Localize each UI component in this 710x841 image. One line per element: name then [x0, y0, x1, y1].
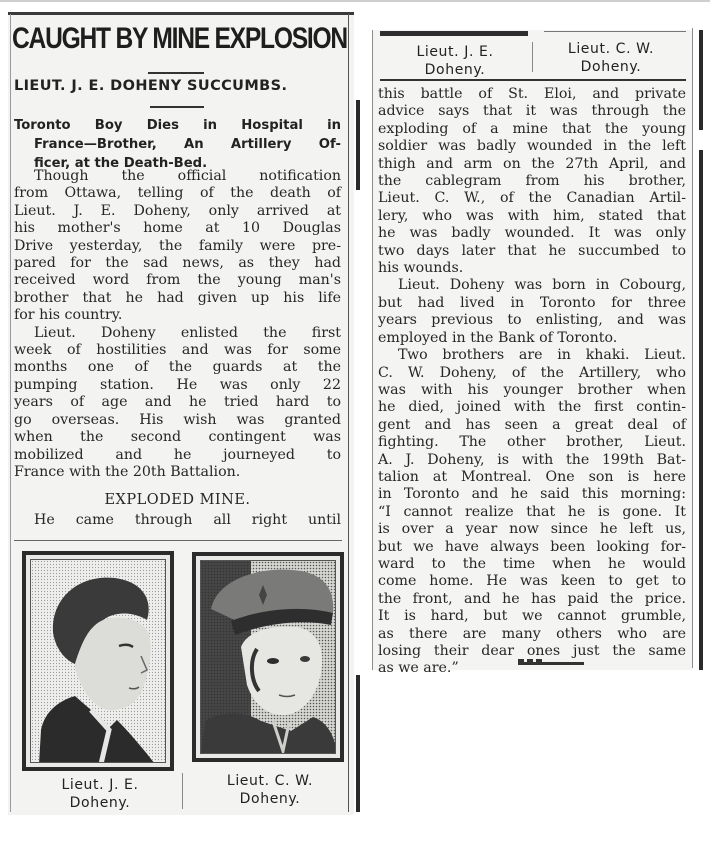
caption-divider [182, 773, 183, 809]
caption-divider [532, 42, 533, 72]
paragraph: Lieut. Doheny enlisted the first week of hostilities and was for some months one of the guards at the pumping station. He was only 22 years of age and he tried hard to go overseas. His wish was granted when the second contingent was mobilized and he journeyed to France with the 20th Battalion. [14, 324, 341, 480]
divider [380, 31, 528, 36]
column-rule [348, 14, 349, 812]
paragraph: Lieut. Doheny was born in Cobourg, but had lived in Toronto for three years previous to enlisting, and was employed in the Bank of Toronto. [378, 277, 686, 346]
deck-line: France—Brother, An Artillery Of- [34, 137, 341, 152]
caption-je-doheny: Lieut. J. E. Doheny. [416, 44, 494, 78]
deck-line: ficer, at the Death-Bed. [34, 156, 208, 171]
right-body-text [378, 86, 686, 678]
portrait-image [31, 560, 166, 763]
left-clipping-edge [10, 14, 11, 812]
deck [14, 116, 341, 173]
divider [148, 72, 204, 74]
subheadline: LIEUT. J. E. DOHENY SUCCUMBS. [14, 78, 288, 94]
paragraph: this battle of St. Eloi, and private advice says that it was through the exploding of a mine that the young soldier was badly wounded in the left thigh and arm on the 27th April, and the cablegram from his brother, Lieut. C. W., of the Canadian Artil- lery, who was with him, stated that he was badly wounded. It was only two days later that he succumbed to his wounds. [378, 86, 686, 277]
paragraph: He came through all right until [34, 512, 341, 528]
column-rule-heavy [356, 675, 360, 812]
headline: CAUGHT BY MINE EXPLOSION [12, 22, 347, 55]
divider [14, 540, 342, 541]
section-heading: EXPLODED MINE. [104, 492, 251, 508]
end-of-article-mark [518, 662, 584, 665]
divider [544, 31, 686, 32]
portrait-photo-cw-doheny [192, 552, 344, 762]
clipping-edge [372, 30, 373, 670]
divider [380, 79, 686, 81]
left-body-text-continued [14, 512, 341, 529]
column-rule-heavy [699, 150, 703, 670]
column-rule-heavy [356, 100, 360, 190]
photo-caption-je-doheny: Lieut. J. E. Doheny. [61, 777, 139, 811]
portrait-image [201, 561, 336, 754]
paragraph: Though the official notification from Ottawa, telling of the death of Lieut. J. E. Doheny, only arrived at his mother's home at 10 Douglas Drive yesterday, the family were pre- pared for the sad news, as they had received word from the young man's brother that he had given up his life for his country. [14, 168, 341, 324]
clipping-edge [692, 28, 693, 668]
portrait-photo-je-doheny [22, 551, 174, 771]
top-border [0, 0, 710, 2]
divider [150, 106, 204, 108]
left-body-text [14, 168, 341, 481]
column-rule-heavy [699, 30, 703, 130]
paragraph: Two brothers are in khaki. Lieut. C. W. Doheny, of the Artillery, who was with his younger brother when he died, joined with the first contin- gent and has seen a great deal of fighting. The other brother, Lieut. A. J. Doheny, is with the 199th Bat- talion at Montreal. One son is here in Toronto and he said this morning: “I cannot realize that he is gone. It is over a year now since he left us, but we have always been looking for- ward to the time when he would come home. He was keen to get to the front, and he has paid the price. It is hard, but we cannot grumble, as there are many others who are losing their dear ones just the same as we are.” [378, 347, 686, 677]
deck-line: Toronto Boy Dies in Hospital in [14, 118, 341, 133]
caption-cw-doheny: Lieut. C. W. Doheny. [567, 41, 655, 75]
photo-caption-cw-doheny: Lieut. C. W. Doheny. [226, 773, 314, 807]
